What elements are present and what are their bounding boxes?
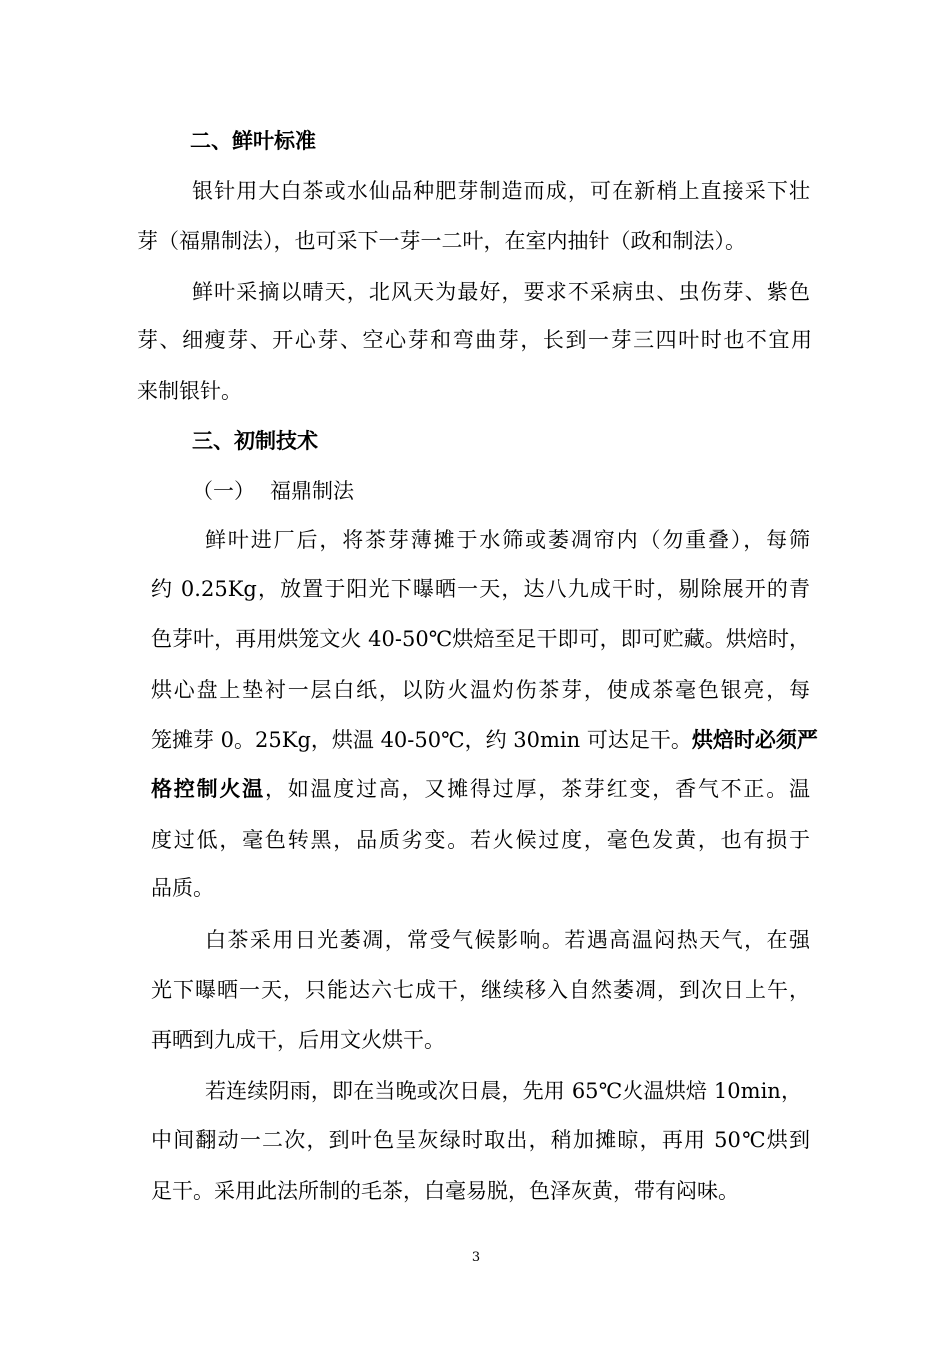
- line-text: ，如温度过高，又摊得过厚，茶芽红变，香气不正。温: [264, 777, 811, 801]
- paragraph-line: 约 0.25Kg，放置于阳光下曝晒一天，达八九成干时，剔除展开的青: [151, 577, 810, 601]
- paragraph-line: 银针用大白茶或水仙品种肥芽制造而成，可在新梢上直接采下壮: [192, 179, 810, 203]
- line-text: 笼摊芽 0。25Kg，烘温 40-50℃，约 30min 可达足干。: [151, 728, 692, 752]
- emphasis-text: 格控制火温: [151, 777, 265, 801]
- paragraph-line: 芽（福鼎制法），也可采下一芽一二叶，在室内抽针（政和制法）。: [137, 229, 746, 253]
- paragraph-line: 度过低，毫色转黑，品质劣变。若火候过度，毫色发黄，也有损于: [151, 828, 810, 852]
- paragraph-line: 再晒到九成干，后用文火烘干。: [151, 1028, 445, 1052]
- paragraph-line: 白茶采用日光萎凋，常受气候影响。若遇高温闷热天气，在强: [205, 928, 810, 952]
- subsection-number: （一）: [192, 479, 255, 503]
- page-number: 3: [471, 1250, 481, 1265]
- paragraph-line: 光下曝晒一天，只能达六七成干，继续移入自然萎凋，到次日上午，: [151, 978, 810, 1002]
- emphasis-text: 烘焙时必须严: [691, 728, 818, 752]
- paragraph-line: 烘心盘上垫衬一层白纸，以防火温灼伤茶芽，使成茶毫色银亮，每: [151, 678, 810, 702]
- paragraph-line: 品质。: [151, 876, 214, 900]
- paragraph-line: [151, 774, 810, 804]
- paragraph-line: 色芽叶，再用烘笼文火 40-50℃烘焙至足干即可，即可贮藏。烘焙时，: [151, 627, 810, 651]
- section-heading-fresh-leaf-standard: 二、鲜叶标准: [190, 129, 316, 153]
- paragraph-line: 若连续阴雨，即在当晚或次日晨，先用 65℃火温烘焙 10min，: [205, 1079, 802, 1103]
- paragraph-line: 足干。采用此法所制的毛茶，白毫易脱，色泽灰黄，带有闷味。: [151, 1179, 739, 1203]
- paragraph-line: 鲜叶采摘以晴天，北风天为最好，要求不采病虫、虫伤芽、紫色: [192, 280, 810, 304]
- paragraph-line: 中间翻动一二次，到叶色呈灰绿时取出，稍加摊晾，再用 50℃烘到: [151, 1128, 810, 1152]
- paragraph-line: 鲜叶进厂后，将茶芽薄摊于水筛或萎凋帘内（勿重叠），每筛: [205, 528, 810, 552]
- paragraph-line: 芽、细瘦芽、开心芽、空心芽和弯曲芽，长到一芽三四叶时也不宜用: [137, 328, 812, 352]
- subsection-title: 福鼎制法: [270, 479, 354, 503]
- paragraph-line: 来制银针。: [137, 379, 242, 403]
- section-heading-primary-processing: 三、初制技术: [192, 429, 318, 453]
- paragraph-line: [151, 725, 818, 755]
